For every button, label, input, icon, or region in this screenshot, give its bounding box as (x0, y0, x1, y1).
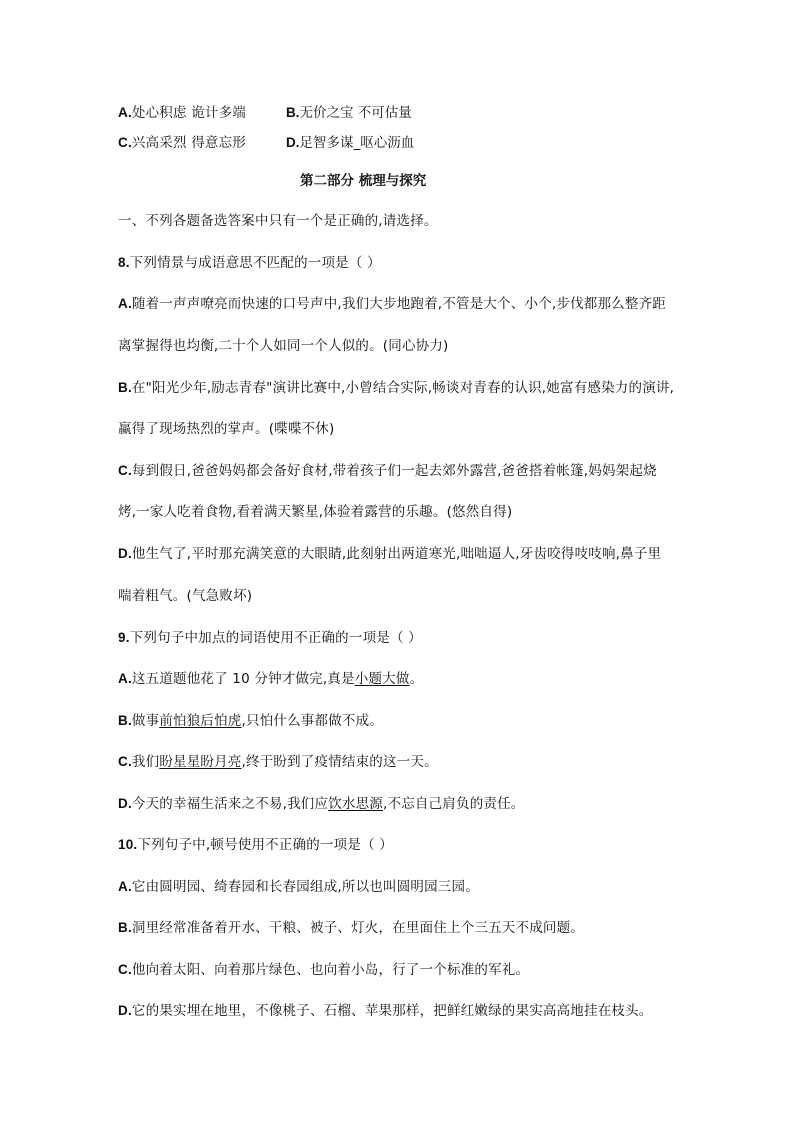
instruction: 一、不列各题备选答案中只有一个是正确的,请选择。 (118, 213, 438, 229)
question-number: 8. (118, 255, 130, 270)
dotted-idiom: 盼星星盼月亮 (159, 754, 242, 770)
q8-option-d-line2: 喘着粗气。(气急败坏) (118, 588, 253, 604)
q8-option-b-line2: 赢得了现场热烈的掌声。(喋喋不休) (118, 421, 335, 437)
option-letter: D. (118, 796, 132, 811)
q8-option-c-line2: 烤,一家人吃着食物,看着满天繁星,体验着露营的乐趣。(悠然自得) (118, 504, 513, 520)
option-text: 足智多谋_呕心沥血 (299, 135, 415, 151)
option-letter: B. (118, 920, 132, 935)
option-letter: B. (118, 713, 132, 728)
option-text: ,不忘自己肩负的责任。 (383, 796, 525, 812)
option-text: 做事 (131, 713, 160, 729)
option-letter: D. (118, 546, 132, 561)
q10-option-a (118, 878, 479, 896)
option-letter: A. (118, 879, 132, 894)
option-b-top (286, 104, 412, 122)
q8-option-d-line1 (118, 545, 661, 563)
question-10-stem (118, 836, 393, 854)
option-letter: B. (118, 380, 132, 395)
option-text: 无价之宝 不可估量 (299, 105, 412, 121)
question-number: 10. (118, 837, 138, 852)
option-text: ,只怕什么事都做不成。 (241, 713, 384, 729)
option-text: 随着一声声嘹亮而快速的口号声中,我们大步地跑着,不管是大个、小个,步伐都那么整齐距 (131, 296, 666, 312)
option-text: 他向着太阳、向着那片绿色、也向着小岛，行了一个标准的军礼。 (131, 962, 530, 978)
option-letter: C. (118, 962, 132, 977)
q9-option-a (118, 670, 423, 688)
section-heading: 第二部分 梳理与探究 (300, 173, 427, 189)
option-letter: C. (118, 135, 132, 150)
q9-option-c (118, 753, 438, 771)
option-text: 我们 (131, 754, 160, 770)
question-text: 下列句子中,顿号使用不正确的一项是（ ） (137, 837, 393, 853)
option-text: 兴高采烈 得意忘形 (131, 135, 246, 151)
option-letter: D. (286, 135, 300, 150)
option-text: 在"阳光少年,励志青春"演讲比赛中,小曾结合实际,畅谈对青春的认识,她富有感染力的演讲, (131, 380, 675, 396)
option-text: 处心积虑 诡计多端 (131, 105, 246, 121)
q8-option-c-line1 (118, 462, 657, 480)
question-8-stem (118, 254, 381, 272)
option-letter: D. (118, 1003, 132, 1018)
q10-option-d (118, 1002, 653, 1020)
option-text: 他生气了,平时那充满笑意的大眼睛,此刻射出两道寒光,咄咄逼人,牙齿咬得吱吱响,鼻子里 (131, 546, 662, 562)
q8-option-a-line2: 离掌握得也均衡,二十个人如同一个人似的。(同心协力) (118, 338, 449, 354)
option-text: 这五道题他花了 10 分钟才做完,真是 (131, 671, 355, 687)
q10-option-b (118, 919, 584, 937)
option-text: 。 (409, 671, 424, 687)
q9-option-b (118, 712, 383, 730)
option-letter: C. (118, 754, 132, 769)
dotted-idiom: 饮水思源 (328, 796, 384, 812)
option-d-top (286, 134, 414, 152)
question-number: 9. (118, 630, 130, 645)
option-text: 今天的幸福生活来之不易,我们应 (131, 796, 329, 812)
option-letter: A. (118, 296, 132, 311)
question-9-stem (118, 629, 422, 647)
option-letter: A. (118, 105, 132, 120)
option-letter: B. (286, 105, 300, 120)
q8-option-b-line1 (118, 379, 674, 397)
option-a-top (118, 104, 246, 122)
question-text: 下列情景与成语意思不匹配的一项是（ ） (129, 255, 381, 271)
option-text: ,终于盼到了疫情结束的这一天。 (241, 754, 438, 770)
q8-option-a-line1 (118, 295, 666, 313)
question-text: 下列句子中加点的词语使用不正确的一项是（ ） (129, 630, 422, 646)
q10-option-c (118, 961, 529, 979)
dotted-idiom: 小题大做 (354, 671, 410, 687)
option-c-top (118, 134, 246, 152)
option-text: 它由圆明园、绮春园和长春园组成,所以也叫圆明园三园。 (131, 879, 479, 895)
dotted-idiom: 前怕狼后怕虎 (159, 713, 242, 729)
option-text: 洞里经常准备着开水、干粮、被子、灯火，在里面住上个三五天不成问题。 (131, 920, 585, 936)
option-letter: A. (118, 671, 132, 686)
q9-option-d (118, 795, 525, 813)
option-letter: C. (118, 463, 132, 478)
option-text: 它的果实埋在地里，不像桃子、石榴、苹果那样，把鲜红嫩绿的果实高高地挂在枝头。 (131, 1003, 653, 1019)
option-text: 每到假日,爸爸妈妈都会备好食材,带着孩子们一起去郊外露营,爸爸搭着帐篷,妈妈架起烧 (131, 463, 657, 479)
